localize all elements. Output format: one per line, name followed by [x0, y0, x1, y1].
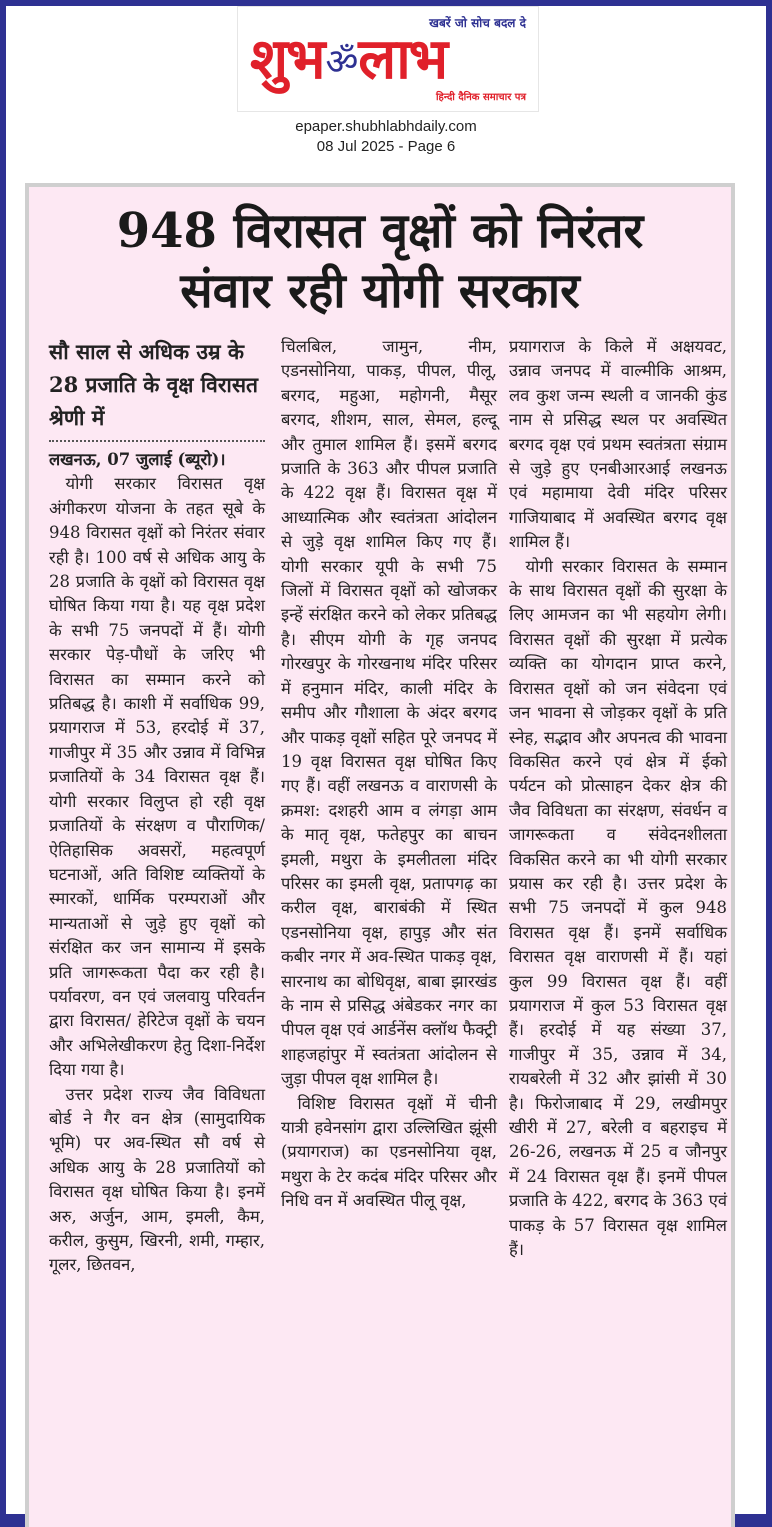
logo-subtagline: हिन्दी दैनिक समाचार पत्र [435, 92, 526, 103]
paragraph: प्रयागराज के किले में अक्षयवट, उन्नाव जनपद में वाल्मीकि आश्रम, लव कुश जन्म स्थली व जानकी कुंड नाम से प्रसिद्ध स्थल पर अवस्थित बरगद वृक्ष एवं प्रथम स्वतंत्रता संग्राम से जुड़े हुए एनबीआरआई लखनऊ एवं महामाया देवी मंदिर परिसर गाजियाबाद में अवस्थित बरगद वृक्ष शामिल हैं। [509, 337, 727, 552]
headline-line: 948 विरासत वृक्षों को निरंतर [116, 203, 644, 259]
paragraph: योगी सरकार विरासत वृक्ष अंगीकरण योजना के तहत सूबे के 948 विरासत वृक्षों को निरंतर संवार रही है। 100 वर्ष से अधिक आयु के 28 प्रजाति के वृक्षों को विरासत वृक्ष घोषित किया गया है। यह वृक्ष प्रदेश के सभी 75 जनपदों में हैं। योगी सरकार पेड़-पौधों के जरिए भी विरासत का सम्मान करने को प्रतिबद्ध है। काशी में सर्वाधिक 99, प्रयागराज में 53, हरदोई में 37, गाजीपुर में 35 और उन्नाव में विभिन्न प्रजातियों के 34 विरासत वृक्ष हैं। योगी सरकार विलुप्त हो रही वृक्ष प्रजातियों के संरक्षण व पौराणिक/ऐतिहासिक अवसरों, महत्वपूर्ण घटनाओं, अति विशिष्ट व्यक्तियों के स्मारकों, धार्मिक परम्पराओं और मान्यताओं से जुड़े हुए वृक्षों को संरक्षित कर जन सामान्य में इसके प्रति जागरूकता पैदा कर रही है। पर्यावरण, वन एवं जलवायु परिवर्तन द्वारा विरासत/ हेरिटेज वृक्षों के चयन और अभिलेखीकरण हेतु दिशा-निर्देश दिया गया है। [49, 474, 265, 1080]
dateline: लखनऊ, 07 जुलाई (ब्यूरो)। [49, 450, 226, 469]
headline [29, 201, 731, 321]
headline-line: संवार रही योगी सरकार [180, 263, 580, 319]
page-frame [6, 6, 766, 1514]
column-2 [281, 335, 497, 1214]
brand-left: शुभ [250, 27, 324, 92]
paragraph: उत्तर प्रदेश राज्य जैव विविधता बोर्ड ने गैर वन क्षेत्र (सामुदायिक भूमि) पर अव-स्थित सौ वर्ष से अधिक आयु के 28 प्रजातियों को विरासत वृक्ष घोषित किया है। इनमें अरु, अर्जुन, आम, इमली, कैम, करील, कुसुम, खिरनी, शमी, गम्हार, गूलर, छितवन, [49, 1084, 265, 1275]
logo-tagline: खबरें जो सोच बदल दे [429, 16, 526, 30]
article-clipping [25, 183, 735, 1527]
logo-brand [250, 25, 446, 98]
edition-date: 08 Jul 2025 - Page 6 [316, 138, 456, 155]
paragraph: विशिष्ट विरासत वृक्षों में चीनी यात्री हवेनसांग द्वारा उल्लिखित झूंसी (प्रयागराज) का एडनसोनिया वृक्ष, मथुरा के टेर कदंब मंदिर परिसर और निधि वन में अवस्थित पीलू वृक्ष, [281, 1093, 497, 1211]
column-1 [49, 335, 265, 1278]
paragraph: चिलबिल, जामुन, नीम, एडनसोनिया, पाकड़, पीपल, पीलू, बरगद, महुआ, महोगनी, मैसूर बरगद, शीशम, साल, सेमल, हल्दू और तुमाल शामिल हैं। इसमें बरगद प्रजाति के 363 और पीपल प्रजाति के 422 वृक्ष हैं। विरासत वृक्ष में आध्यात्मिक और स्वतंत्रता आंदोलन से जुड़े वृक्ष शामिल किए गए हैं। योगी सरकार यूपी के सभी 75 जिलों में विरासत वृक्षों को खोजकर इन्हें संरक्षित करने को लेकर प्रतिबद्ध है। सीएम योगी के गृह जनपद गोरखपुर के गोरखनाथ मंदिर परिसर में हनुमान मंदिर, काली मंदिर के समीप और गौशाला के अंदर बरगद और पाकड़ वृक्षों सहित पूरे जनपद में 19 वृक्ष विरासत वृक्ष घोषित किए गए हैं। वहीं लखनऊ व वाराणसी के क्रमश: दशहरी आम व लंगड़ा आम के मातृ वृक्ष, फतेहपुर का बाचन इमली, मथुरा के इमलीतला मंदिर परिसर का इमली वृक्ष, प्रतापगढ़ का करील वृक्ष, बाराबंकी में स्थित एडनसोनिया वृक्ष, हापुड़ और संत कबीर नगर में अव-स्थित पाकड़ वृक्ष, सारनाथ का बोधिवृक्ष, बाबा झारखंड के नाम से प्रसिद्ध अंबेडकर नगर का पीपल वृक्ष एवं आर्डनेंस क्लॉथ फैक्ट्री शाहजहांपुर में स्वतंत्रता आंदोलन से जुड़ा पीपल वृक्ष शामिल है। [281, 337, 497, 1089]
column-3 [509, 335, 727, 1262]
paragraph: योगी सरकार विरासत के सम्मान के साथ विरासत वृक्षों की सुरक्षा के लिए आमजन का भी सहयोग लेगी। विरासत वृक्षों की सुरक्षा में प्रत्येक व्यक्ति का योगदान प्राप्त करने, विरासत वृक्षों को जन संवेदना एवं जन भावना से जोड़कर वृक्षों के प्रति स्नेह, सद्भाव और अपनत्व की भावना विकसित करने एवं क्षेत्र में ईको पर्यटन को प्रोत्साहन देकर क्षेत्र की जैव विविधता का संरक्षण, संवर्धन व जागरूकता व संवेदनशीलता विकसित करने का भी योगी सरकार प्रयास कर रही है। उत्तर प्रदेश के सभी 75 जनपदों में कुल 948 विरासत वृक्ष हैं। इनमें सर्वाधिक विरासत वृक्ष वाराणसी में हैं। यहां कुल 99 विरासत वृक्ष हैं। वहीं प्रयागराज में कुल 53 विरासत वृक्ष हैं। हरदोई में यह संख्या 37, गाजीपुर में 35, उन्नाव में 34, रायबरेली में 32 और झांसी में 30 है। फिरोजाबाद में 29, लखीमपुर खीरी में 27, बरेली व बहराइच में 26-26, लखनऊ में 25 व जौनपुर में 24 विरासत वृक्ष हैं। इनमें पीपल प्रजाति के 422, बरगद के 363 एवं पाकड़ के 57 विरासत वृक्ष शामिल हैं। [509, 556, 727, 1260]
subheadline: सौ साल से अधिक उम्र के 28 प्रजाति के वृक्ष विरासत श्रेणी में [49, 335, 265, 442]
website-url[interactable]: epaper.shubhlabhdaily.com [295, 118, 477, 135]
newspaper-logo [237, 6, 539, 112]
brand-right: लाभ [358, 27, 447, 92]
ganesh-icon: ॐ [325, 41, 357, 83]
